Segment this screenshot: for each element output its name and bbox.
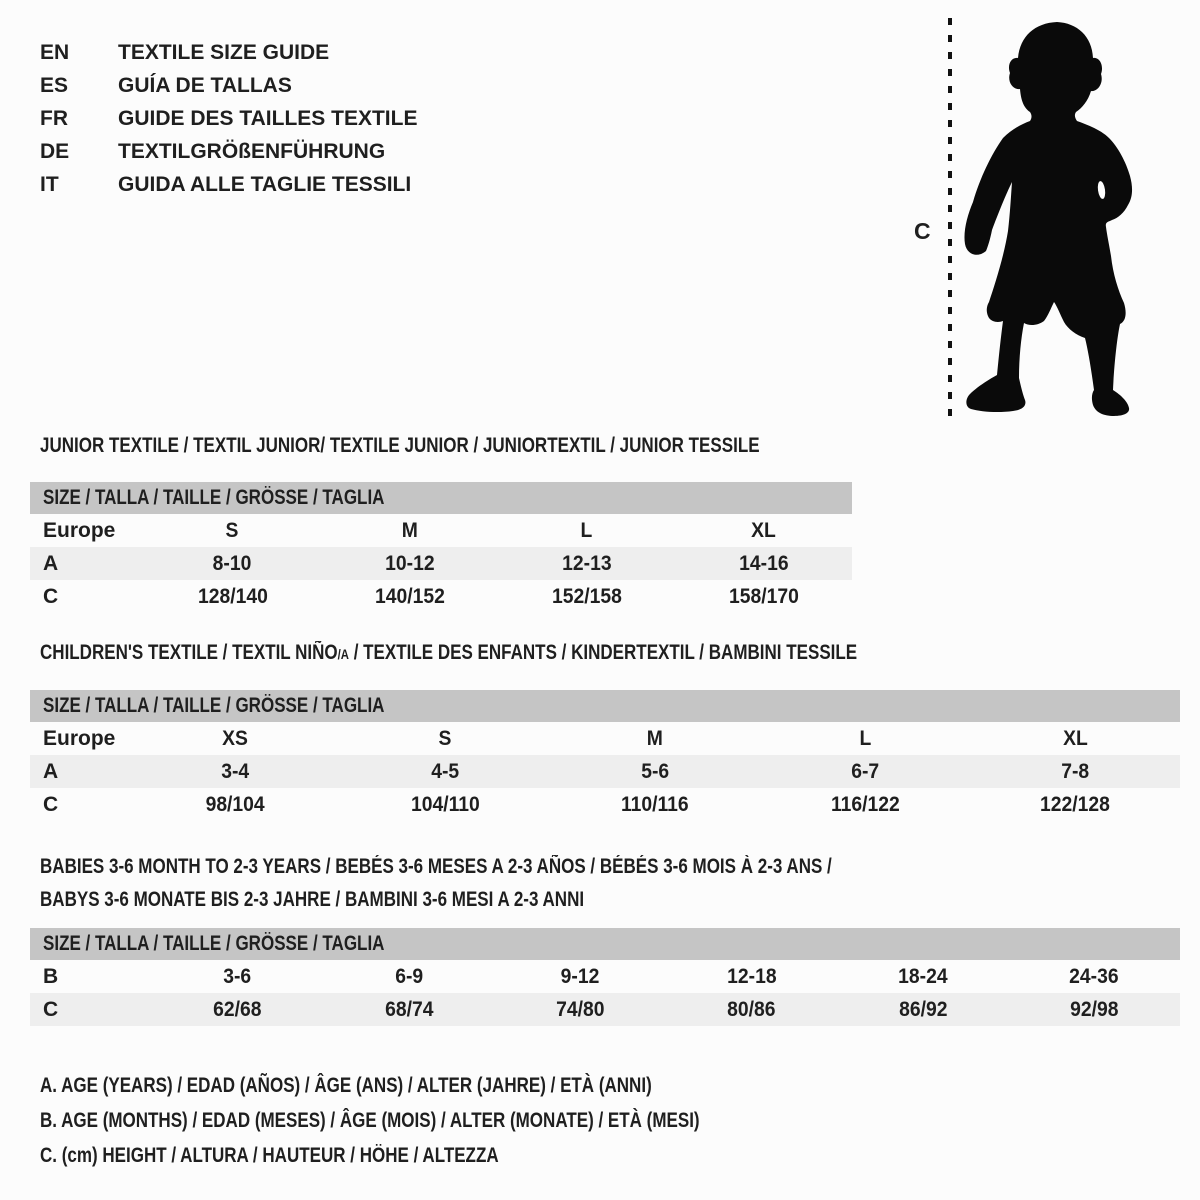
- measure-letter: C: [914, 218, 931, 244]
- height-cell: 92/98: [1070, 998, 1119, 1021]
- table-row-height: [30, 788, 1180, 821]
- size-header-bar: [30, 928, 1180, 960]
- height-cell: 158/170: [728, 585, 799, 608]
- height-cell: 152/158: [551, 585, 622, 608]
- age-cell: 12-13: [561, 552, 612, 575]
- legend-line-a: A. AGE (YEARS) / EDAD (AÑOS) / ÂGE (ANS) / ALTER (JAHRE) / ETÀ (ANNI): [40, 1074, 652, 1097]
- measure-label-c: [914, 218, 931, 244]
- size-header-bar: [30, 690, 1180, 722]
- language-code: FR: [40, 107, 68, 130]
- height-cell: 128/140: [197, 585, 268, 608]
- age-cell: 14-16: [738, 552, 789, 575]
- height-measure-line: [946, 18, 954, 416]
- months-cell: 9-12: [560, 965, 600, 988]
- babies-size-table: [30, 928, 1180, 1026]
- junior-title-text: JUNIOR TEXTILE / TEXTIL JUNIOR/ TEXTILE JUNIOR / JUNIORTEXTIL / JUNIOR TESSILE: [40, 434, 760, 457]
- row-label: B: [43, 965, 59, 988]
- language-row: [40, 135, 417, 168]
- size-cell: XL: [1062, 727, 1088, 750]
- row-label: C: [43, 998, 59, 1021]
- language-row: [40, 36, 417, 69]
- height-cell: 104/110: [410, 793, 480, 816]
- months-cell: 3-6: [223, 965, 252, 988]
- size-cell: XS: [222, 727, 248, 750]
- height-cell: 74/80: [556, 998, 605, 1021]
- size-cell: M: [401, 519, 418, 542]
- legend-line-b: B. AGE (MONTHS) / EDAD (MESES) / ÂGE (MOIS) / ALTER (MONATE) / ETÀ (MESI): [40, 1109, 700, 1132]
- table-row-height: [30, 580, 852, 613]
- babies-title-line2: BABYS 3-6 MONATE BIS 2-3 JAHRE / BAMBINI 3-6 MESI A 2-3 ANNI: [40, 888, 585, 911]
- age-cell: 7-8: [1061, 760, 1089, 783]
- babies-title-line1: BABIES 3-6 MONTH TO 2-3 YEARS / BEBÉS 3-6 MESES A 2-3 AÑOS / BÉBÉS 3-6 MOIS À 2-3 ANS /: [40, 855, 832, 878]
- language-code: DE: [40, 140, 70, 163]
- babies-section-title: [40, 850, 1018, 916]
- size-cell: L: [859, 727, 871, 750]
- language-row: [40, 102, 417, 135]
- language-title: TEXTILE SIZE GUIDE: [118, 41, 330, 64]
- table-row-height: [30, 993, 1180, 1026]
- row-label: A: [43, 552, 59, 575]
- size-header-bar: [30, 482, 852, 514]
- size-header-text: SIZE / TALLA / TAILLE / GRÖSSE / TAGLIA: [43, 486, 385, 509]
- age-cell: 10-12: [384, 552, 435, 575]
- size-cell: L: [580, 519, 593, 542]
- language-title-list: [40, 36, 417, 201]
- children-size-table: [30, 690, 1180, 821]
- months-cell: 12-18: [726, 965, 777, 988]
- table-row-europe: [30, 514, 852, 547]
- row-label: C: [43, 793, 59, 816]
- language-row: [40, 168, 417, 201]
- language-code: EN: [40, 41, 70, 64]
- height-cell: 116/122: [830, 793, 900, 816]
- row-label: A: [43, 760, 59, 783]
- legend-line-c: C. (cm) HEIGHT / ALTURA / HAUTEUR / HÖHE / ALTEZZA: [40, 1144, 499, 1167]
- age-cell: 8-10: [213, 552, 252, 575]
- age-cell: 4-5: [431, 760, 459, 783]
- size-header-text: SIZE / TALLA / TAILLE / GRÖSSE / TAGLIA: [43, 694, 385, 717]
- language-title: GUÍA DE TALLAS: [118, 74, 292, 97]
- table-row-europe: [30, 722, 1180, 755]
- language-title: TEXTILGRÖßENFÜHRUNG: [118, 140, 386, 163]
- nino-a-subscript: /A: [337, 646, 349, 662]
- months-cell: 6-9: [395, 965, 423, 988]
- age-cell: 5-6: [641, 760, 669, 783]
- table-row-months: [30, 960, 1180, 993]
- months-cell: 18-24: [898, 965, 948, 988]
- children-title-text: CHILDREN'S TEXTILE / TEXTIL NIÑO/A / TEXTILE DES ENFANTS / KINDERTEXTIL / BAMBINI TESSILE: [40, 641, 858, 664]
- height-cell: 110/116: [621, 793, 689, 816]
- size-cell: M: [646, 727, 664, 750]
- size-cell: S: [438, 727, 452, 750]
- height-cell: 122/128: [1040, 793, 1110, 816]
- height-cell: 140/152: [374, 585, 445, 608]
- height-cell: 68/74: [384, 998, 434, 1021]
- junior-size-table: [30, 482, 852, 613]
- language-title: GUIDA ALLE TAGLIE TESSILI: [118, 173, 412, 196]
- children-section-title: [40, 640, 1049, 667]
- size-cell: S: [226, 519, 239, 542]
- language-code: ES: [40, 74, 69, 97]
- junior-section-title: [40, 433, 928, 459]
- height-cell: 86/92: [898, 998, 948, 1021]
- height-cell: 80/86: [727, 998, 776, 1021]
- size-cell: XL: [751, 519, 776, 542]
- height-cell: 62/68: [213, 998, 262, 1021]
- months-cell: 24-36: [1069, 965, 1120, 988]
- row-label: C: [43, 585, 59, 608]
- table-row-age: [30, 547, 852, 580]
- size-header-text: SIZE / TALLA / TAILLE / GRÖSSE / TAGLIA: [43, 932, 385, 955]
- toddler-silhouette-image: [962, 16, 1140, 418]
- language-code: IT: [40, 173, 59, 196]
- measure-legend: [40, 1068, 854, 1173]
- row-label: Europe: [43, 727, 116, 750]
- table-row-age: [30, 755, 1180, 788]
- language-title: GUIDE DES TAILLES TEXTILE: [118, 107, 418, 130]
- age-cell: 3-4: [221, 760, 249, 783]
- row-label: Europe: [43, 519, 116, 542]
- age-cell: 6-7: [851, 760, 879, 783]
- language-row: [40, 69, 417, 102]
- height-cell: 98/104: [205, 793, 265, 816]
